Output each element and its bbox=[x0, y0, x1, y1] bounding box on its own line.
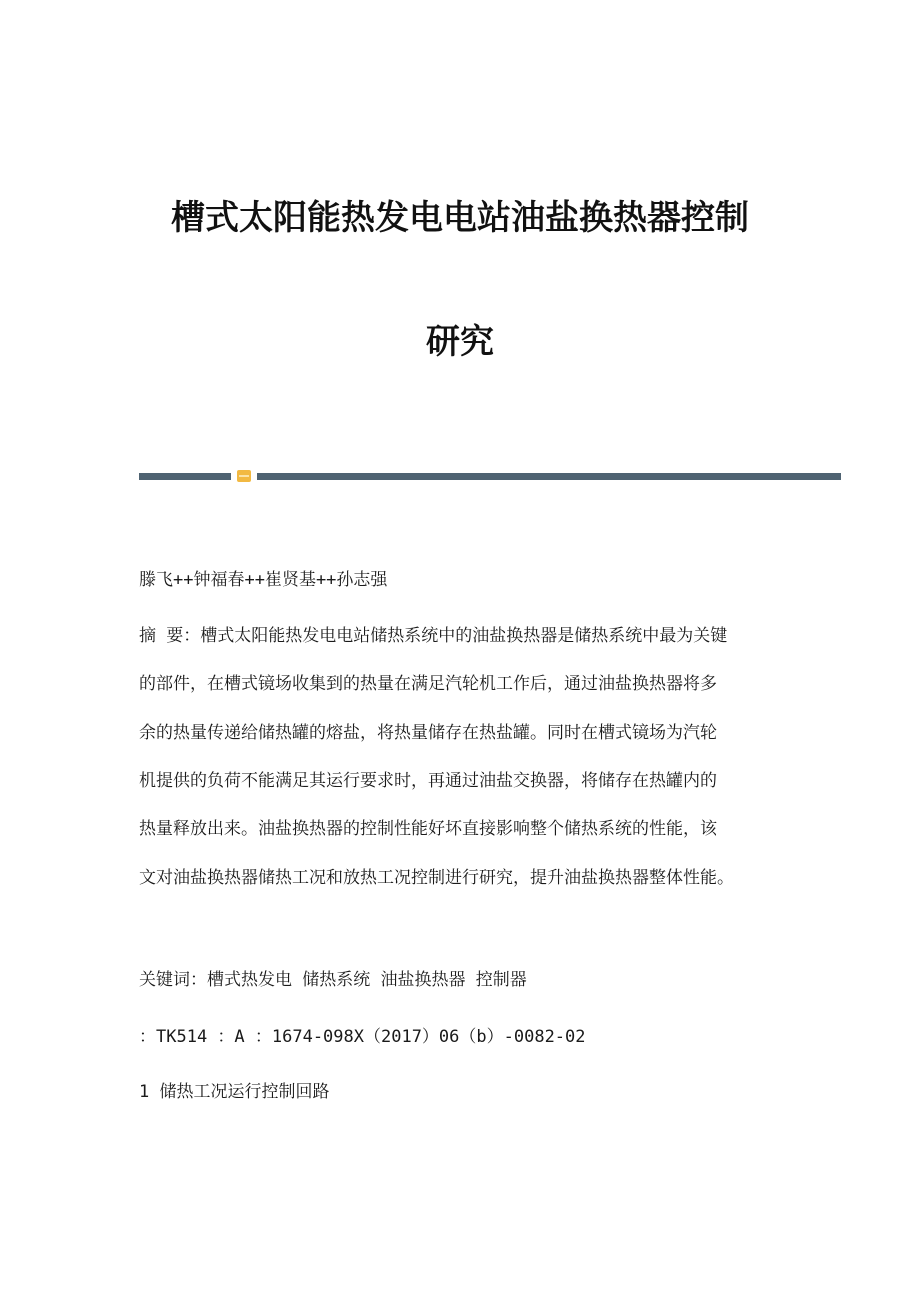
author-list: 滕飞++钟福春++崔贤基++孙志强 bbox=[139, 570, 388, 590]
abstract-line: 摘 要：槽式太阳能热发电电站储热系统中的油盐换热器是储热系统中最为关键 bbox=[139, 626, 728, 646]
classification-line: ：TK514 ：A ：1674-098X（2017）06（b）-0082-02 bbox=[139, 1027, 586, 1047]
divider-bar-right bbox=[257, 473, 841, 480]
divider-ornament-icon bbox=[237, 470, 251, 482]
abstract-line: 文对油盐换热器储热工况和放热工况控制进行研究，提升油盐换热器整体性能。 bbox=[139, 868, 734, 888]
document-title-line-1: 槽式太阳能热发电电站油盐换热器控制 bbox=[171, 198, 749, 238]
divider-bar-left bbox=[139, 473, 231, 480]
document-title-line-2: 研究 bbox=[426, 322, 494, 362]
abstract-line: 机提供的负荷不能满足其运行要求时，再通过油盐交换器，将储存在热罐内的 bbox=[139, 771, 717, 791]
abstract-line: 热量释放出来。油盐换热器的控制性能好坏直接影响整个储热系统的性能，该 bbox=[139, 819, 717, 839]
section-heading: 1 储热工况运行控制回路 bbox=[139, 1082, 330, 1102]
abstract-line: 余的热量传递给储热罐的熔盐，将热量储存在热盐罐。同时在槽式镜场为汽轮 bbox=[139, 723, 717, 743]
abstract-line: 的部件，在槽式镜场收集到的热量在满足汽轮机工作后，通过油盐换热器将多 bbox=[139, 674, 717, 694]
keywords-line: 关键词：槽式热发电 储热系统 油盐换热器 控制器 bbox=[139, 970, 527, 990]
title-divider bbox=[139, 470, 841, 480]
